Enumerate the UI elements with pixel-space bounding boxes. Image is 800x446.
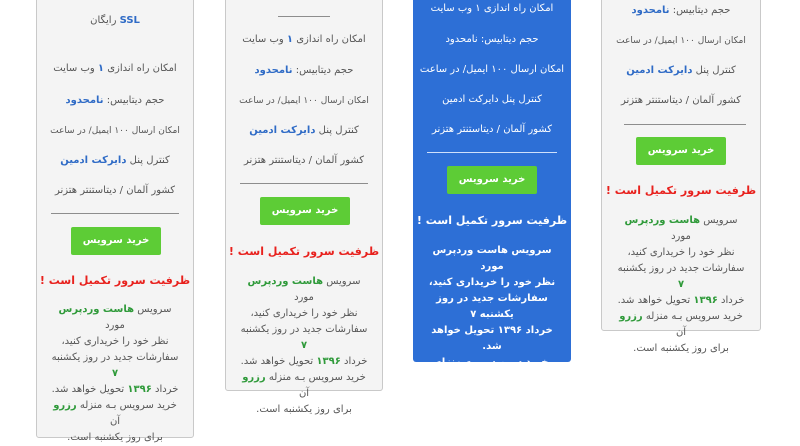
buy-service-button[interactable]: خرید سرویس [71,227,161,255]
feature-database: حجم دیتابیس: نامحدود [445,34,539,45]
feature-websites: امکان راه اندازی ۱ وب سایت [430,3,554,14]
buy-service-button[interactable]: خرید سرویس [260,197,350,225]
feature-websites: امکان راه اندازی ۱ وب سایت [53,63,177,74]
order-notice: سرویس هاست وردپرس مورد نظر خود را خریداری کنید، سفارشات جدید در روز یکشنبه ۷ خرداد ۱۳۹۶ تحویل خواهد شد. خرید سرویس بـه منزله رزرو آن برای روز یکشنبه است. [51,304,179,443]
order-notice: سرویس هاست وردپرس مورد نظر خود را خریداری کنید، سفارشات جدید در روز یکشنبه ۷ خرداد ۱۳۹۶ تحویل خواهد شد. خرید سرویس بـه منزله رزرو آن برای روز یکشنبه است. [428,245,556,400]
capacity-full-alert: ظرفیت سرور تکمیل است ! [228,245,380,258]
feature-datacenter: کشور آلمان / دیتاستنتر هتزنر [620,95,742,106]
plan-card-4 [36,0,194,443]
plan-card-3 [225,0,383,415]
feature-email: امکان ارسال ۱۰۰ ایمیل/ در ساعت [419,64,565,75]
feature-datacenter: کشور آلمان / دیتاستنتر هتزنر [431,124,553,135]
feature-control-panel: کنترل پنل دایرکت ادمین [249,125,359,136]
buy-service-button[interactable]: خرید سرویس [447,166,537,194]
plan-card-2-featured [413,0,571,400]
feature-datacenter: کشور آلمان / دیتاستنتر هتزنر [54,185,176,196]
feature-ssl: SSL رایگان [90,15,140,26]
order-notice: سرویس هاست وردپرس مورد نظر خود را خریداری کنید، سفارشات جدید در روز یکشنبه ۷ خرداد ۱۳۹۶ تحویل خواهد شد. خرید سرویس بـه منزله رزرو آن برای روز یکشنبه است. [240,276,368,415]
divider [278,16,330,17]
capacity-full-alert: ظرفیت سرور تکمیل است ! [416,214,568,227]
divider [427,152,557,153]
feature-database: حجم دیتابیس: نامحدود [631,5,731,16]
feature-control-panel: کنترل پنل دایرکت ادمین [626,65,736,76]
feature-email: امکان ارسال ۱۰۰ ایمیل/ در ساعت [50,126,180,136]
feature-control-panel: کنترل پنل دایرکت ادمین [60,155,170,166]
feature-database: حجم دیتابیس: نامحدود [254,65,354,76]
buy-service-button[interactable]: خرید سرویس [636,137,726,165]
capacity-full-alert: ظرفیت سرور تکمیل است ! [39,274,191,287]
divider [240,183,368,184]
order-notice: سرویس هاست وردپرس مورد نظر خود را خریداری کنید، سفارشات جدید در روز یکشنبه ۷ خرداد ۱۳۹۶ تحویل خواهد شد. خرید سرویس بـه منزله رزرو آن برای روز یکشنبه است. [617,215,745,354]
feature-email: امکان ارسال ۱۰۰ ایمیل/ در ساعت [239,96,369,106]
divider [51,213,179,214]
feature-database: حجم دیتابیس: نامحدود [65,95,165,106]
plan-card-1 [601,0,761,354]
feature-control-panel: کنترل پنل دایرکت ادمین [442,94,542,105]
capacity-full-alert: ظرفیت سرور تکمیل است ! [605,184,757,197]
divider [624,124,746,125]
feature-datacenter: کشور آلمان / دیتاستنتر هتزنر [243,155,365,166]
feature-email: امکان ارسال ۱۰۰ ایمیل/ در ساعت [616,36,746,46]
feature-websites: امکان راه اندازی ۱ وب سایت [242,34,366,45]
